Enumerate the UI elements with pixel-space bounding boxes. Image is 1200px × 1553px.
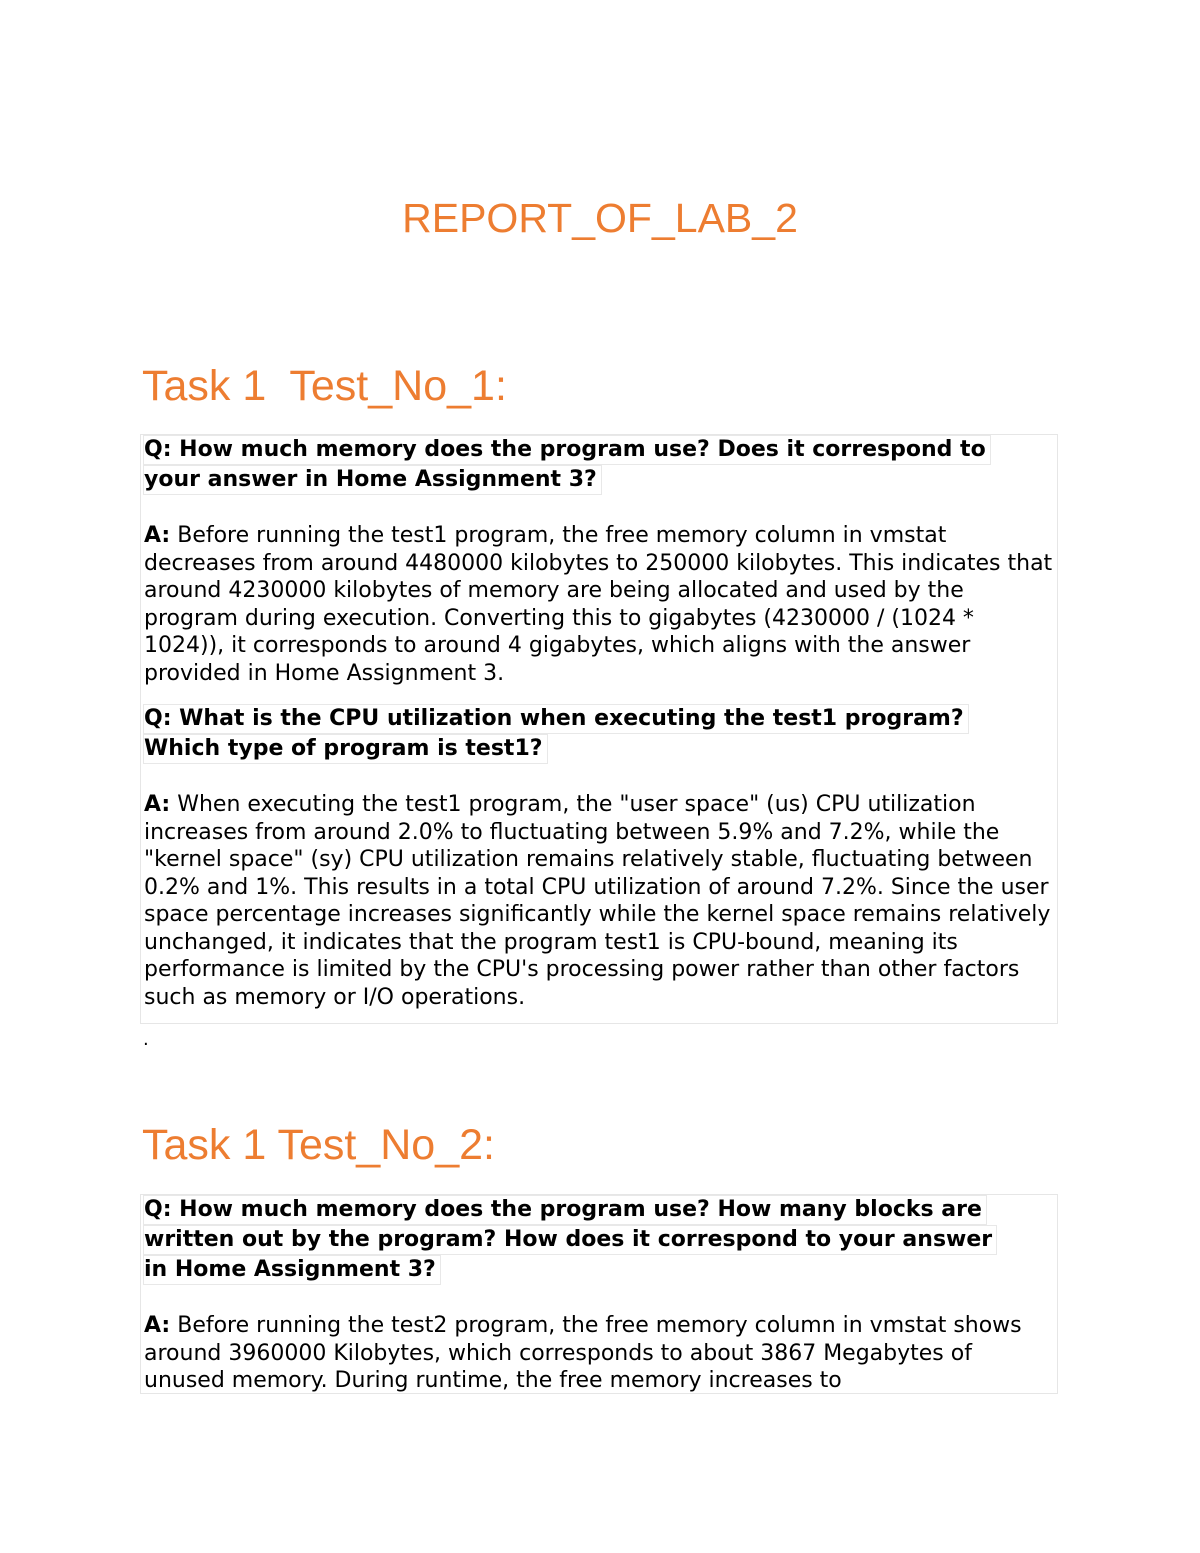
answer-label: A:	[144, 792, 171, 817]
question-block	[144, 704, 1057, 764]
answer-paragraph	[144, 791, 1057, 1011]
question-line: Q: How much memory does the program use? Does it correspond to	[143, 435, 991, 465]
question-block	[144, 435, 1057, 495]
answer-label: A:	[144, 1313, 171, 1338]
question-line: Q: What is the CPU utilization when executing the test1 program?	[143, 704, 969, 734]
answer-label: A:	[144, 523, 171, 548]
trailing-mark: .	[143, 1029, 149, 1050]
answer-paragraph	[144, 1312, 1057, 1394]
section-heading-test-2: Task 1 Test_No_2:	[142, 1121, 495, 1169]
question-line: written out by the program? How does it correspond to your answer	[143, 1225, 997, 1255]
question-line: in Home Assignment 3?	[143, 1255, 441, 1285]
section-heading-test-1: Task 1 Test_No_1:	[142, 362, 507, 410]
report-title: REPORT_OF_LAB_2	[402, 195, 798, 241]
question-line: your answer in Home Assignment 3?	[143, 465, 602, 495]
answer-text: Before running the test2 program, the free memory column in vmstat shows around 3960000 Kilobytes, which corresponds to about 3867 Megabytes of unused memory. During runtime, the free memory increases to	[144, 1313, 1022, 1393]
question-block	[144, 1195, 1057, 1285]
qa-box-test-2	[140, 1194, 1058, 1394]
answer-text: Before running the test1 program, the free memory column in vmstat decreases from around 4480000 kilobytes to 250000 kilobytes. This indicates that around 4230000 kilobytes of memory are being allocated and used by the program during execution. Converting this to gigabytes (4230000 / (1024 * 1024)), it corresponds to around 4 gigabytes, which aligns with the answer provided in Home Assignment 3.	[144, 523, 1053, 686]
answer-text: When executing the test1 program, the "user space" (us) CPU utilization increases from around 2.0% to fluctuating between 5.9% and 7.2%, while the "kernel space" (sy) CPU utilization remains relatively stable, fluctuating between 0.2% and 1%. This results in a total CPU utilization of around 7.2%. Since the user space percentage increases significantly while the kernel space remains relatively unchanged, it indicates that the program test1 is CPU-bound, meaning its performance is limited by the CPU's processing power rather than other factors such as memory or I/O operations.	[144, 792, 1051, 1010]
question-line: Q: How much memory does the program use? How many blocks are	[143, 1195, 987, 1225]
qa-box-test-1	[140, 434, 1058, 1024]
answer-paragraph	[144, 522, 1057, 687]
question-line: Which type of program is test1?	[143, 734, 548, 764]
